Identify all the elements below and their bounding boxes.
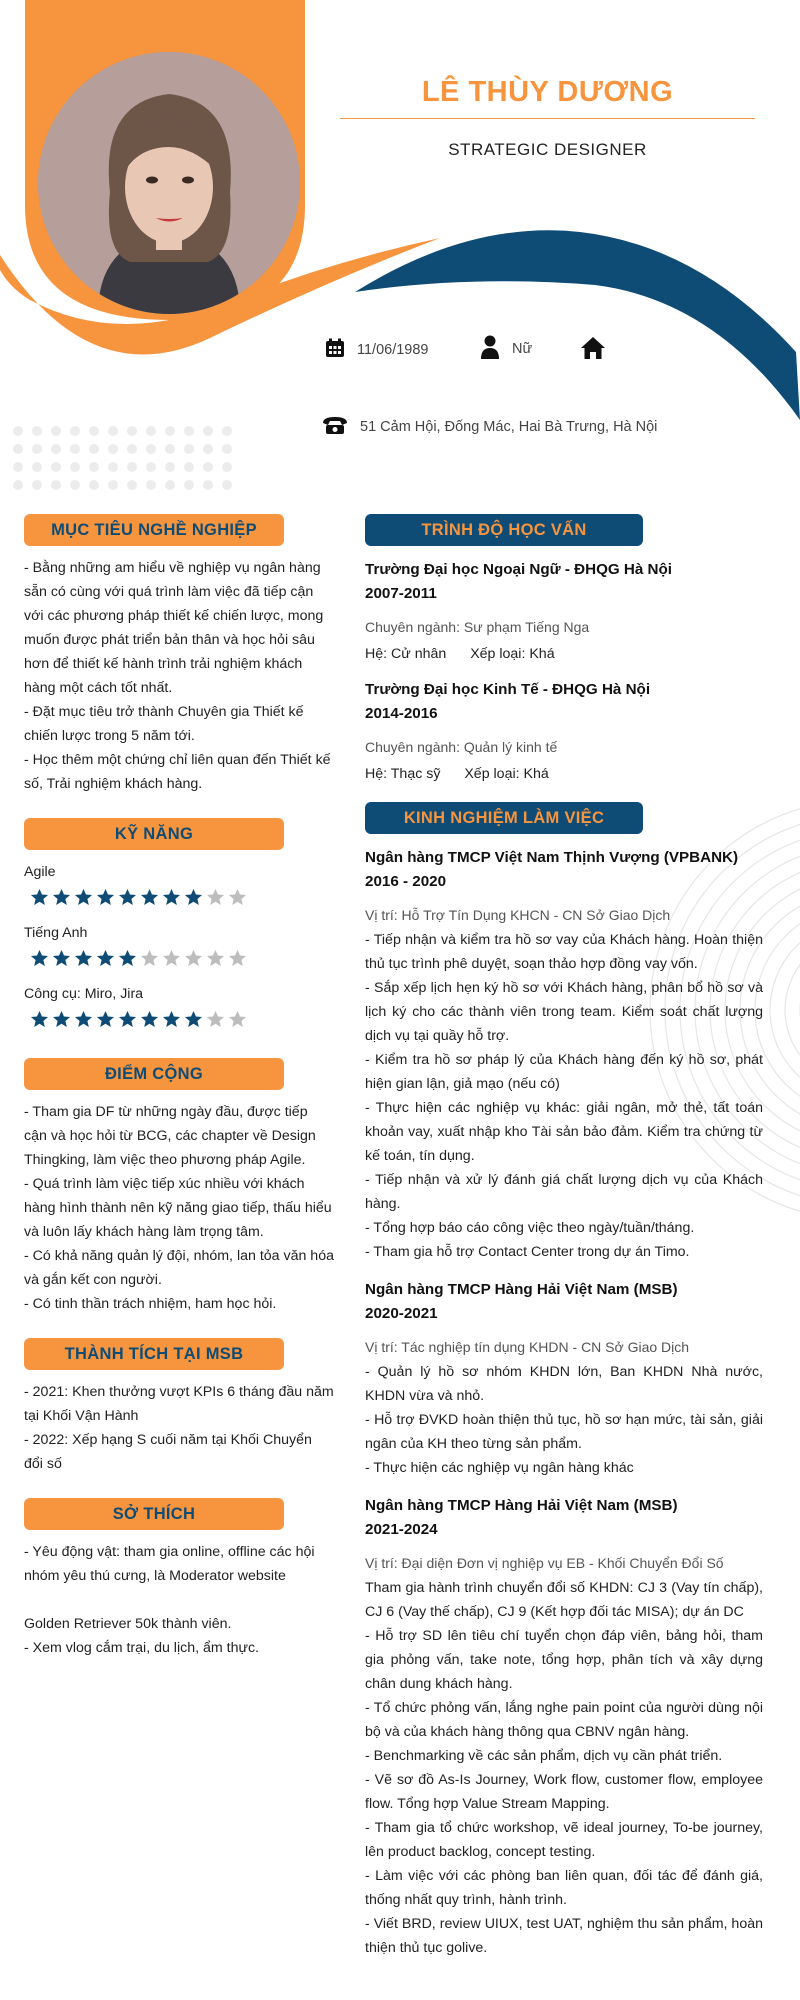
job-entry bbox=[365, 1278, 763, 1480]
job-duties bbox=[365, 1360, 763, 1480]
section-heading-skills: KỸ NĂNG bbox=[24, 818, 284, 850]
birthday-text: 11/06/1989 bbox=[357, 342, 429, 358]
awards-line: - 2022: Xếp hạng S cuối năm tại Khối Chuyển đổi số bbox=[24, 1432, 312, 1472]
company-name: Ngân hàng TMCP Hàng Hải Việt Nam (MSB) bbox=[365, 1497, 678, 1514]
hobbies-line: - Xem vlog cắm trại, du lịch, ẩm thực. bbox=[24, 1640, 259, 1656]
company-name: Ngân hàng TMCP Việt Nam Thịnh Vượng (VPBANK) bbox=[365, 849, 739, 866]
star-empty-icon bbox=[140, 949, 159, 968]
star-filled-icon bbox=[140, 1010, 159, 1029]
job-years: 2021-2024 bbox=[365, 1521, 438, 1538]
school-name: Trường Đại học Kinh Tế - ĐHQG Hà Nội bbox=[365, 681, 651, 698]
awards-line: - 2021: Khen thưởng vượt KPIs 6 tháng đầu năm tại Khối Vận Hành bbox=[24, 1384, 334, 1424]
job-position: Vị trí: Hỗ Trợ Tín Dụng KHCN - CN Sở Giao Dịch bbox=[365, 907, 671, 923]
job-duty: - Viết BRD, review UIUX, test UAT, nghiệm thu sản phẩm, hoàn thiện thủ tục golive. bbox=[365, 1916, 763, 1956]
school-grade: Xếp loại: Khá bbox=[464, 766, 549, 782]
address-info bbox=[322, 415, 657, 439]
hobbies-text bbox=[24, 1540, 334, 1660]
home-info bbox=[580, 336, 618, 364]
job-duty: Tham gia hành trình chuyển đổi số KHDN: CJ 3 (Vay tín chấp), CJ 6 (Vay thế chấp), CJ 9 (Kết hợp đối tác MISA); dự án DC bbox=[365, 1580, 763, 1620]
star-filled-icon bbox=[30, 1010, 49, 1029]
star-empty-icon bbox=[162, 949, 181, 968]
plus-line: - Quá trình làm việc tiếp xúc nhiều với khách hàng hình thành nên kỹ năng giao tiếp, thấu hiểu và luôn lấy khách hàng làm trọng tâm. bbox=[24, 1176, 332, 1240]
education-entry bbox=[365, 558, 763, 666]
job-position: Vị trí: Đại diện Đơn vị nghiệp vụ EB - Khối Chuyển Đổi Số bbox=[365, 1555, 724, 1571]
section-heading-awards: THÀNH TÍCH TẠI MSB bbox=[24, 1338, 284, 1370]
star-empty-icon bbox=[206, 888, 225, 907]
address-text: 51 Cảm Hội, Đống Mác, Hai Bà Trưng, Hà Nội bbox=[360, 419, 658, 435]
star-filled-icon bbox=[162, 888, 181, 907]
skills-list bbox=[24, 864, 334, 1030]
school-system: Hệ: Thạc sỹ bbox=[365, 766, 441, 782]
company-name: Ngân hàng TMCP Hàng Hải Việt Nam (MSB) bbox=[365, 1281, 678, 1298]
plus-line: - Tham gia DF từ những ngày đầu, được tiếp cận và học hỏi từ BCG, các chapter về Design Thingking, làm việc theo phương pháp Agile. bbox=[24, 1104, 316, 1168]
birthday-info bbox=[325, 338, 429, 362]
job-years: 2016 - 2020 bbox=[365, 873, 447, 890]
star-filled-icon bbox=[184, 1010, 203, 1029]
left-column bbox=[24, 514, 334, 1660]
star-filled-icon bbox=[96, 949, 115, 968]
school-major: Chuyên ngành: Sư phạm Tiếng Nga bbox=[365, 619, 590, 635]
home-icon bbox=[580, 336, 606, 364]
gender-info bbox=[480, 335, 532, 363]
star-filled-icon bbox=[162, 1010, 181, 1029]
job-entry bbox=[365, 846, 763, 1264]
star-filled-icon bbox=[118, 888, 137, 907]
section-heading-plus: ĐIỂM CỘNG bbox=[24, 1058, 284, 1090]
job-duty: - Tham gia tổ chức workshop, vẽ ideal journey, To-be journey, lên product backlog, concept testing. bbox=[365, 1820, 763, 1860]
star-filled-icon bbox=[52, 949, 71, 968]
star-filled-icon bbox=[118, 1010, 137, 1029]
job-duty: - Vẽ sơ đồ As-Is Journey, Work flow, customer flow, employee flow. Tổng hợp Value Stream Mapping. bbox=[365, 1772, 763, 1812]
star-empty-icon bbox=[228, 1010, 247, 1029]
star-empty-icon bbox=[228, 888, 247, 907]
awards-text bbox=[24, 1380, 334, 1476]
gender-text: Nữ bbox=[512, 341, 533, 357]
job-duty: - Thực hiện các nghiệp vụ ngân hàng khác bbox=[365, 1460, 634, 1476]
job-duty: - Tiếp nhận và kiểm tra hồ sơ vay của Khách hàng. Hoàn thiện thủ tục trình phê duyệt, soạn thảo hợp đồng vay vốn. bbox=[365, 932, 763, 972]
section-heading-education: TRÌNH ĐỘ HỌC VẤN bbox=[365, 514, 643, 546]
dots-decoration bbox=[12, 425, 242, 495]
job-duty: - Thực hiện các nghiệp vụ khác: giải ngân, mở thẻ, tất toán khoản vay, xuất nhập kho Tài sản bảo đảm. Kiểm tra chứng từ kế toán, tín dụng. bbox=[365, 1100, 763, 1164]
star-filled-icon bbox=[74, 949, 93, 968]
school-grade: Xếp loại: Khá bbox=[470, 646, 555, 662]
skill-rating bbox=[24, 1010, 334, 1030]
job-duty: - Tiếp nhận và xử lý đánh giá chất lượng dịch vụ của Khách hàng. bbox=[365, 1172, 763, 1212]
calendar-icon bbox=[325, 338, 345, 362]
job-position: Vị trí: Tác nghiệp tín dụng KHDN - CN Sở Giao Dịch bbox=[365, 1339, 690, 1355]
objective-line: - Bằng những am hiểu về nghiệp vụ ngân hàng sẵn có cùng với quá trình làm việc đã tiếp cận với các phương pháp thiết kế chiến lược, mong muốn được phát triển bản thân và học hỏi sâu hơn để thiết kế hành trình trải nghiệm khách hàng một cách tốt nhất. bbox=[24, 560, 324, 696]
job-duty: - Tổng hợp báo cáo công việc theo ngày/tuần/tháng. bbox=[365, 1220, 695, 1236]
skill-name: Tiếng Anh bbox=[24, 925, 88, 941]
avatar bbox=[38, 52, 300, 314]
job-duty: - Hỗ trợ SD lên tiêu chí tuyển chọn đáp viên, bảng hỏi, tham gia phỏng vấn, take note, tổng hợp, phân tích và xây dựng chân dung khách hàng. bbox=[365, 1628, 763, 1692]
star-empty-icon bbox=[228, 949, 247, 968]
phone-icon bbox=[322, 415, 348, 439]
job-entry bbox=[365, 1494, 763, 1960]
school-years: 2007-2011 bbox=[365, 585, 437, 602]
star-empty-icon bbox=[184, 949, 203, 968]
school-degree bbox=[365, 762, 763, 786]
star-filled-icon bbox=[30, 949, 49, 968]
school-major: Chuyên ngành: Quản lý kinh tế bbox=[365, 739, 558, 755]
job-duties bbox=[365, 928, 763, 1264]
objective-line: - Đặt mục tiêu trở thành Chuyên gia Thiết kế chiến lược trong 5 năm tới. bbox=[24, 704, 304, 744]
star-empty-icon bbox=[206, 949, 225, 968]
job-duty: - Sắp xếp lịch hẹn ký hồ sơ với Khách hàng, phân bổ hồ sơ và lịch ký cho các thành viên trong team. Kiểm soát chất lượng dịch vụ tại quầy hỗ trợ. bbox=[365, 980, 763, 1044]
star-filled-icon bbox=[140, 888, 159, 907]
star-filled-icon bbox=[52, 1010, 71, 1029]
star-filled-icon bbox=[52, 888, 71, 907]
person-name: LÊ THÙY DƯƠNG bbox=[421, 76, 674, 108]
job-duty: - Quản lý hồ sơ nhóm KHDN lớn, Ban KHDN Nhà nước, KHDN vừa và nhỏ. bbox=[365, 1364, 763, 1404]
person-icon bbox=[480, 335, 500, 363]
plus-line: - Có khả năng quản lý đội, nhóm, lan tỏa văn hóa và gắn kết con người. bbox=[24, 1248, 334, 1288]
star-filled-icon bbox=[30, 888, 49, 907]
job-years: 2020-2021 bbox=[365, 1305, 438, 1322]
star-filled-icon bbox=[184, 888, 203, 907]
school-years: 2014-2016 bbox=[365, 705, 438, 722]
star-empty-icon bbox=[206, 1010, 225, 1029]
education-entry bbox=[365, 678, 763, 786]
school-name: Trường Đại học Ngoại Ngữ - ĐHQG Hà Nội bbox=[365, 561, 673, 578]
right-column bbox=[365, 514, 763, 1960]
star-filled-icon bbox=[74, 1010, 93, 1029]
objective-text bbox=[24, 556, 334, 796]
job-duty: - Tổ chức phỏng vấn, lắng nghe pain point của người dùng nội bộ và của khách hàng thông qua CBNV ngân hàng. bbox=[365, 1700, 763, 1740]
job-duty: - Kiểm tra hồ sơ pháp lý của Khách hàng đến ký hồ sơ, phát hiện gian lận, giả mạo (nếu có) bbox=[365, 1052, 763, 1092]
skill-name: Công cụ: Miro, Jira bbox=[24, 986, 144, 1002]
job-duty: - Benchmarking về các sản phẩm, dịch vụ cần phát triển. bbox=[365, 1748, 723, 1764]
star-filled-icon bbox=[96, 1010, 115, 1029]
job-title: STRATEGIC DESIGNER bbox=[448, 140, 647, 159]
job-duties bbox=[365, 1576, 763, 1960]
job-duty: - Hỗ trợ ĐVKD hoàn thiện thủ tục, hồ sơ hạn mức, tài sản, giải ngân của KH theo từng sản phẩm. bbox=[365, 1412, 763, 1452]
name-divider bbox=[340, 118, 755, 119]
star-filled-icon bbox=[118, 949, 137, 968]
objective-line: - Học thêm một chứng chỉ liên quan đến Thiết kế số, Trải nghiệm khách hàng. bbox=[24, 752, 331, 792]
section-heading-objective: MỤC TIÊU NGHỀ NGHIỆP bbox=[24, 514, 284, 546]
star-filled-icon bbox=[74, 888, 93, 907]
skill-name: Agile bbox=[24, 864, 56, 880]
skill-rating bbox=[24, 949, 334, 969]
section-heading-hobbies: SỞ THÍCH bbox=[24, 1498, 284, 1530]
skill-rating bbox=[24, 888, 334, 908]
job-duty: - Tham gia hỗ trợ Contact Center trong dự án Timo. bbox=[365, 1244, 690, 1260]
star-filled-icon bbox=[96, 888, 115, 907]
school-degree bbox=[365, 642, 763, 666]
section-heading-experience: KINH NGHIỆM LÀM VIỆC bbox=[365, 802, 643, 834]
plus-text bbox=[24, 1100, 334, 1316]
school-system: Hệ: Cử nhân bbox=[365, 646, 447, 662]
hobbies-line: Golden Retriever 50k thành viên. bbox=[24, 1616, 232, 1632]
hobbies-line: - Yêu động vật: tham gia online, offline các hội nhóm yêu thú cưng, là Moderator website bbox=[24, 1544, 315, 1584]
plus-line: - Có tinh thần trách nhiệm, ham học hỏi. bbox=[24, 1296, 277, 1312]
job-duty: - Làm việc với các phòng ban liên quan, đối tác để đánh giá, thống nhất quy trình, hành trình. bbox=[365, 1868, 763, 1908]
